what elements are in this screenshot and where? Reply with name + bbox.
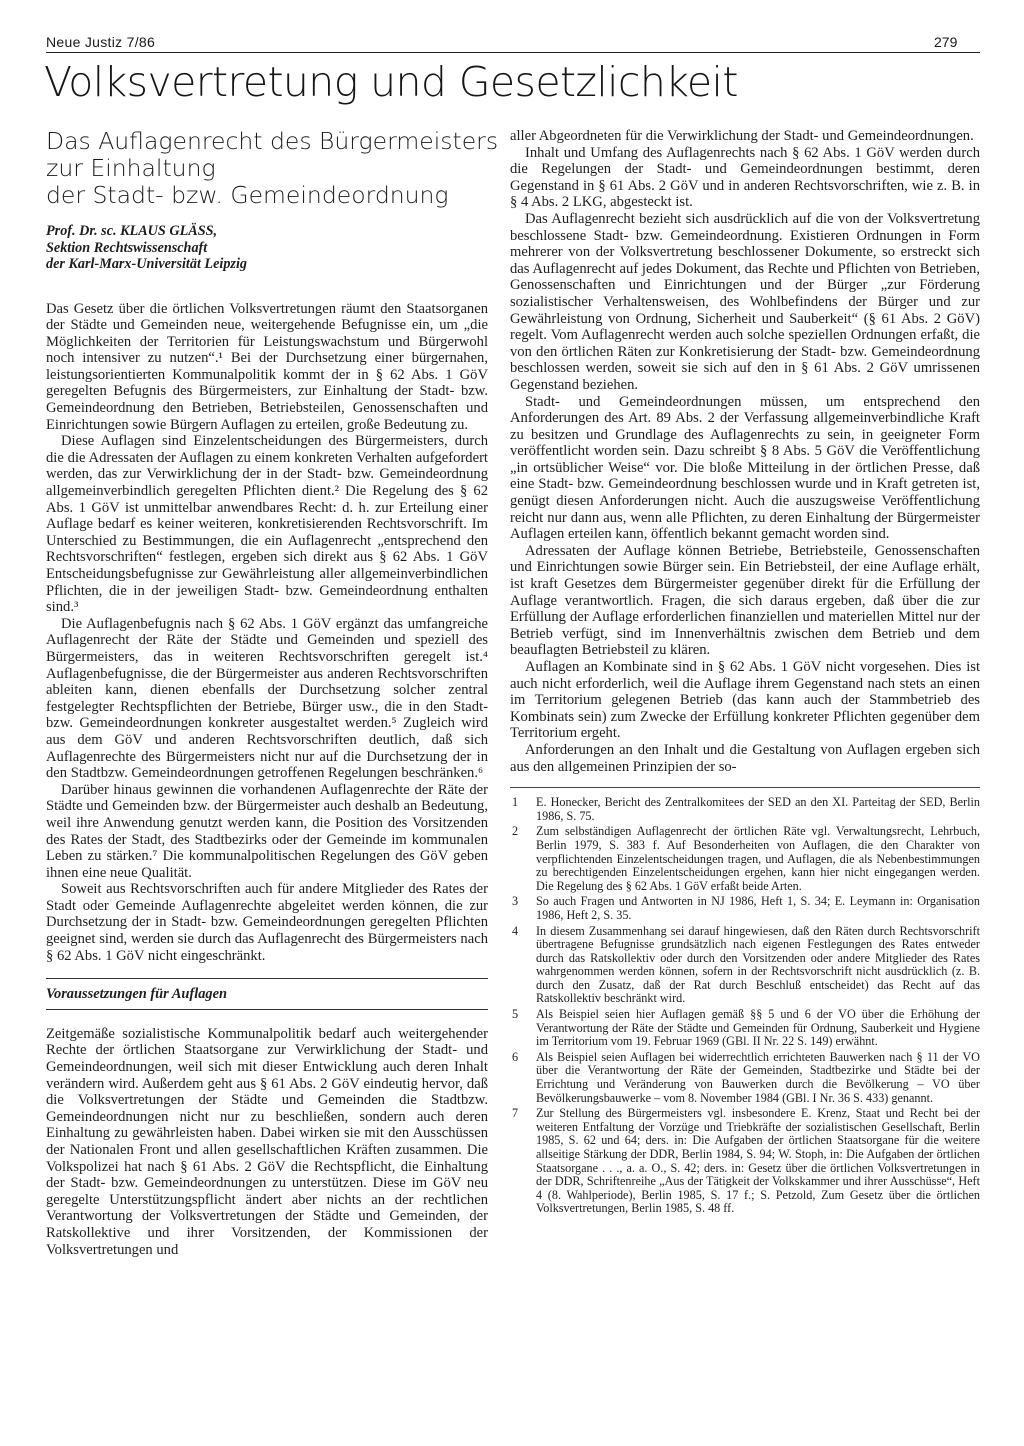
footnote: [510, 1051, 980, 1105]
header-rule: [46, 52, 980, 53]
article-title-line: zur Einhaltung: [46, 154, 216, 182]
body-paragraph: Anforderungen an den Inhalt und die Gestaltung von Auflagen ergeben sich aus den allgemeinen Prinzipien der so-: [510, 741, 980, 775]
footnote: [510, 925, 980, 1007]
article-title-line: Das Auflagenrecht des Bürgermeisters: [46, 127, 499, 155]
footnote: [510, 1107, 980, 1216]
footnote-number: 6: [512, 1049, 519, 1064]
body-paragraph: Adressaten der Auflage können Betriebe, Betriebsteile, Genossenschaften und Einrichtungen sowie Bürger sein. Ein Betriebsteil, der eine Auflage erhält, ist kraft Gesetzes dem Bürgermeister gegenüber direkt für die Erfüllung der Auflage verantwortlich. Fragen, die sich daraus ergeben, daß über die zur Erfüllung der Auflage erforderlichen finanziellen und materiellen Mittel nur der Betrieb verfügt, sind im Innenverhältnis zwischen dem Betrieb und dem beauflagten Betriebsteil zu klären.: [510, 542, 980, 659]
article-title: [46, 127, 499, 209]
author-affiliation: Sektion Rechtswissenschaft: [46, 239, 208, 256]
body-paragraph: Stadt- und Gemeindeordnungen müssen, um entsprechend den Anforderungen des Art. 89 Abs. 2 der Verfassung allgemeinverbindliche Kraft zu besitzen und Grundlage des Auflagenrechts zu sein, in geeigneter Form veröffentlicht worden sein. Dazu schreibt § 8 Abs. 5 GöV die Veröffentlichung „in ortsüblicher Weise“ vor. Die bloße Mitteilung in der örtlichen Presse, daß eine Stadt- bzw. Gemeindeordnung beschlossen wurde und in Kraft getreten ist, genügt diesen Anforderungen nicht. Auch die auszugsweise Veröffentlichung reicht nur dann aus, wenn alle Pflichten, zu deren Einhaltung der Bürgermeister Auflagen erteilen kann, öffentlich bekannt gemacht worden sind.: [510, 393, 980, 543]
subheading: Voraussetzungen für Auflagen: [46, 986, 228, 1003]
body-paragraph: Inhalt und Umfang des Auflagenrechts nach § 62 Abs. 1 GöV werden durch die Regelungen der Stadt- und Gemeindeordnungen bestimmt, deren Gegenstand in § 61 Abs. 2 GöV und in anderen Rechtsvorschriften, wie z. B. in § 4 Abs. 2 LKG, abgesteckt ist.: [510, 144, 980, 211]
section-title: Volksvertretung und Gesetzlichkeit: [44, 58, 738, 106]
footnote-text: Zur Stellung des Bürgermeisters vgl. insbesondere E. Krenz, Staat und Recht bei der weiteren Entfaltung der Vorzüge und Triebkräfte der sozialistischen Gesellschaft, Berlin 1985, S. 62 und 64; ders. in: Die Aufgaben der örtlichen Staatsorgane für die weitere allseitige Stärkung der DDR, Berlin 1984, S. 94; W. Stoph, in: Die Aufgaben der örtlichen Staatsorgane . . ., a. a. O., S. 42; ders. in: Gesetz über die örtlichen Volksvertretungen in der DDR, Schriftenreihe „Aus der Tätigkeit der Volkskammer und ihrer Ausschüsse“, Heft 4 (8. Wahlperiode), Berlin 1985, S. 17 f.; S. Petzold, Zum Gesetz über die örtlichen Volksvertretungen, Berlin 1985, S. 48 ff.: [536, 1106, 980, 1216]
footnote: [510, 825, 980, 893]
footnote-number: 5: [512, 1007, 519, 1022]
page-number: 279: [934, 34, 958, 50]
article-title-line: der Stadt- bzw. Gemeindeordnung: [46, 181, 449, 209]
footnote-number: 4: [512, 923, 519, 938]
footnote-text: E. Honecker, Bericht des Zentralkomitees der SED an den XI. Parteitag der SED, Berlin 1986, S. 75.: [536, 795, 980, 823]
subheading-box: [46, 978, 488, 1010]
author-institution: der Karl-Marx-Universität Leipzig: [46, 256, 247, 272]
body-paragraph: Das Auflagenrecht bezieht sich ausdrücklich auf die von der Volksvertretung beschlossene Stadt- bzw. Gemeindeordnung. Existieren Ordnungen in Form mehrerer von der Volksvertretung beschlossener Dokumente, so erstreckt sich das Auflagenrecht auf jedes Dokument, das Rechte und Pflichten von Betrieben, Genossenschaften und Einrichtungen und der Bürger „zur Förderung sozialistischer Verhaltensweisen, des Wohlbefindens der Bürger und zur Gewährleistung von Ordnung, Sicherheit und Sauberkeit“ (§ 61 Abs. 2 GöV) regelt. Vom Auflagenrecht werden auch solche speziellen Ordnungen erfaßt, die von den örtlichen Räten zur Konkretisierung der Stadt- bzw. Gemeindeordnung beschlossen werden, soweit sie sich auf den in § 61 Abs. 2 GöV umrissenen Gegenstand beziehen.: [510, 210, 980, 393]
right-column: [510, 128, 980, 1218]
body-paragraph: Auflagen an Kombinate sind in § 62 Abs. 1 GöV nicht vorgesehen. Dies ist auch nicht erforderlich, weil die Auflage ihrem Gegenstand nach stets an einen im Territorium gelegenen Betrieb (das kann auch der Stammbetrieb des Kombinats sein) zum Zwecke der Erfüllung konkreter Pflichten gegenüber dem Territorium ergeht.: [510, 659, 980, 742]
footnote-text: Als Beispiel seien hier Auflagen gemäß §§ 5 und 6 der VO über die Erhöhung der Verantwortung der Räte der Städte und Gemeinden für Ordnung, Sauberkeit und Hygiene im Territorium vom 19. Februar 1969 (GBl. II Nr. 22 S. 149) erwähnt.: [536, 1007, 980, 1049]
body-paragraph: Diese Auflagen sind Einzelentscheidungen des Bürgermeisters, durch die die Adressaten der Auflagen zu einem konkreten Verhalten aufgefordert werden, das zur Verwirklichung der in der Stadt- bzw. Gemeindeordnung allgemeinverbindlich geregelten Pflichten dient.² Die Regelung des § 62 Abs. 1 GöV ist unmittelbar anwendbares Recht: d. h. zur Erteilung einer Auflage bedarf es keiner weiteren, konkretisierenden Rechtsvorschrift. Im Unterschied zu Bestimmungen, die ein Auflagenrecht „entsprechend den Rechtsvorschriften“ festlegen, ergeben sich direkt aus § 62 Abs. 1 GöV Entscheidungsbefugnisse zur Gewährleistung aller allgemeinverbindlichen Pflichten, die in der jeweiligen Stadt- bzw. Gemeindeordnung enthalten sind.³: [46, 433, 488, 616]
footnote-number: 7: [512, 1106, 519, 1121]
footnote-number: 3: [512, 894, 519, 909]
body-paragraph: Zeitgemäße sozialistische Kommunalpolitik bedarf auch weitergehender Rechte der örtlichen Staatsorgane zur Verwirklichung der Stadt- und Gemeindeordnungen, weil sich mit dieser Entwicklung auch deren Inhalt verändern wird. Außerdem geht aus § 61 Abs. 2 GöV eindeutig hervor, daß die Volksvertretungen der Städte und Gemeinden die Stadtbzw. Gemeindeordnungen nicht nur zu beschließen, sondern auch deren Einhaltung zu gewährleisten haben. Dabei wirken sie mit den Ausschüssen der Nationalen Front und allen gesellschaftlichen Kräften zusammen. Die Volkspolizei hat nach § 61 Abs. 2 GöV die Rechtspflicht, die Einhaltung der Stadt- bzw. Gemeindeordnungen zu unterstützen. Diese im GöV neu geregelte Unterstützungspflicht ändert aber nichts an der rechtlichen Verantwortung der Volksvertretungen der Städte und Gemeinden, der Ratskollektive und ihrer Vorsitzenden, der Kommissionen der Volksvertretungen und: [46, 1025, 488, 1258]
body-paragraph: Darüber hinaus gewinnen die vorhandenen Auflagenrechte der Räte der Städte und Gemeinden bzw. der Bürgermeister auch deshalb an Bedeutung, weil ihre Anwendung genutzt werden kann, die Position des Vorsitzenden des Rates der Stadt, des Stadtbezirks oder der Gemeinde im kommunalen Leben zu stärken.⁷ Die kommunalpolitischen Regelungen des GöV geben ihnen eine neue Qualität.: [46, 781, 488, 881]
body-paragraph: Soweit aus Rechtsvorschriften auch für andere Mitglieder des Rates der Stadt oder Gemeinde Auflagenrechte abgeleitet werden können, die zur Durchsetzung der in Stadt- bzw. Gemeindeordnungen geregelten Pflichten geeignet sind, werden sie durch das Auflagenrecht des Bürgermeisters nach § 62 Abs. 1 GöV nicht eingeschränkt.: [46, 881, 488, 964]
body-paragraph: Das Gesetz über die örtlichen Volksvertretungen räumt den Staatsorganen der Städte und Gemeinden neue, weitergehende Befugnisse ein, um „die Möglichkeiten der Territorien für Leistungswachstum und Bürgerwohl noch intensiver zu nutzen“.¹ Bei der Durchsetzung einer bürgernahen, leistungsorientierten Kommunalpolitik kommt der in § 62 Abs. 1 GöV geregelten Befugnis des Bürgermeisters, zur Einhaltung der Stadt- bzw. Gemeindeordnung den Betrieben, Betriebsteilen, Genossenschaften und Einrichtungen sowie Bürgern Auflagen zu erteilen, große Bedeutung zu.: [46, 300, 488, 433]
footnote: [510, 796, 980, 823]
author-byline: [46, 223, 488, 273]
footnote-number: 2: [512, 824, 519, 839]
footnote: [510, 1008, 980, 1049]
footnote-rule: [510, 787, 980, 788]
left-column: [46, 127, 499, 1258]
footnote-text: Als Beispiel seien Auflagen bei widerrechtlich errichteten Bauwerken nach § 11 der VO über die Verantwortung der Räte der Gemeinden, Stadtbezirke und Städte bei der Errichtung und Veränderung von Bauwerken durch die Bevölkerung – VO über Bevölkerungsbauwerke – vom 8. November 1984 (GBl. I Nr. 36 S. 433) genannt.: [536, 1049, 980, 1105]
journal-header: Neue Justiz 7/86: [46, 34, 156, 50]
footnote-number: 1: [512, 795, 519, 810]
body-paragraph: Die Auflagenbefugnis nach § 62 Abs. 1 GöV ergänzt das umfangreiche Auflagenrecht der Räte der Städte und Gemeinden und speziell des Bürgermeisters, das in weiteren Rechtsvorschriften geregelt ist.⁴ Auflagenbefugnisse, die der Bürgermeister aus anderen Rechtsvorschriften ableiten kann, dienen ebenfalls der Durchsetzung solcher zentral festgelegter Rechtspflichten der Betriebe, Bürger usw., die in den Stadt- bzw. Gemeindeordnungen konkreter ausgestaltet werden.⁵ Zugleich wird aus dem GöV und anderen Rechtsvorschriften deutlich, daß sich Auflagenrechte des Bürgermeisters nicht nur auf die Durchsetzung der in den Stadtbzw. Gemeindeordnungen getroffenen Regelungen beschränken.⁶: [46, 615, 488, 782]
footnote-text: So auch Fragen und Antworten in NJ 1986, Heft 1, S. 34; E. Leymann in: Organisation 1986, Heft 2, S. 35.: [536, 894, 980, 922]
body-paragraph: aller Abgeordneten für die Verwirklichung der Stadt- und Gemeindeordnungen.: [510, 128, 974, 144]
footnote: [510, 895, 980, 922]
footnotes: [510, 796, 980, 1216]
footnote-text: In diesem Zusammenhang sei darauf hingewiesen, daß den Räten durch Rechtsvorschrift übertragene Befugnisse grundsätzlich nach eigenen Festlegungen des Rates entweder durch das Ratskollektiv oder durch den Vorsitzenden oder andere Mitglieder des Rates wahrgenommen werden können, sofern in der Rechtsvorschrift nicht ausdrücklich (z. B. durch den Zusatz, daß der Rat durch Beschluß entscheidet) das Recht auf das Ratskollektiv beschränkt wird.: [536, 923, 980, 1006]
footnote-text: Zum selbständigen Auflagenrecht der örtlichen Räte vgl. Verwaltungsrecht, Lehrbuch, Berlin 1979, S. 383 f. Auf Besonderheiten von Auflagen, die den Charakter von verpflichtenden Einzelentscheidungen tragen, und Auflagen, die als Nebenbestimmungen zu berechtigenden Einzelentscheidungen ergehen, kann hier nicht eingegangen werden. Die Regelung des § 62 Abs. 1 GöV erfaßt beide Arten.: [536, 824, 980, 893]
author-name: Prof. Dr. sc. KLAUS GLÄSS,: [46, 223, 218, 239]
